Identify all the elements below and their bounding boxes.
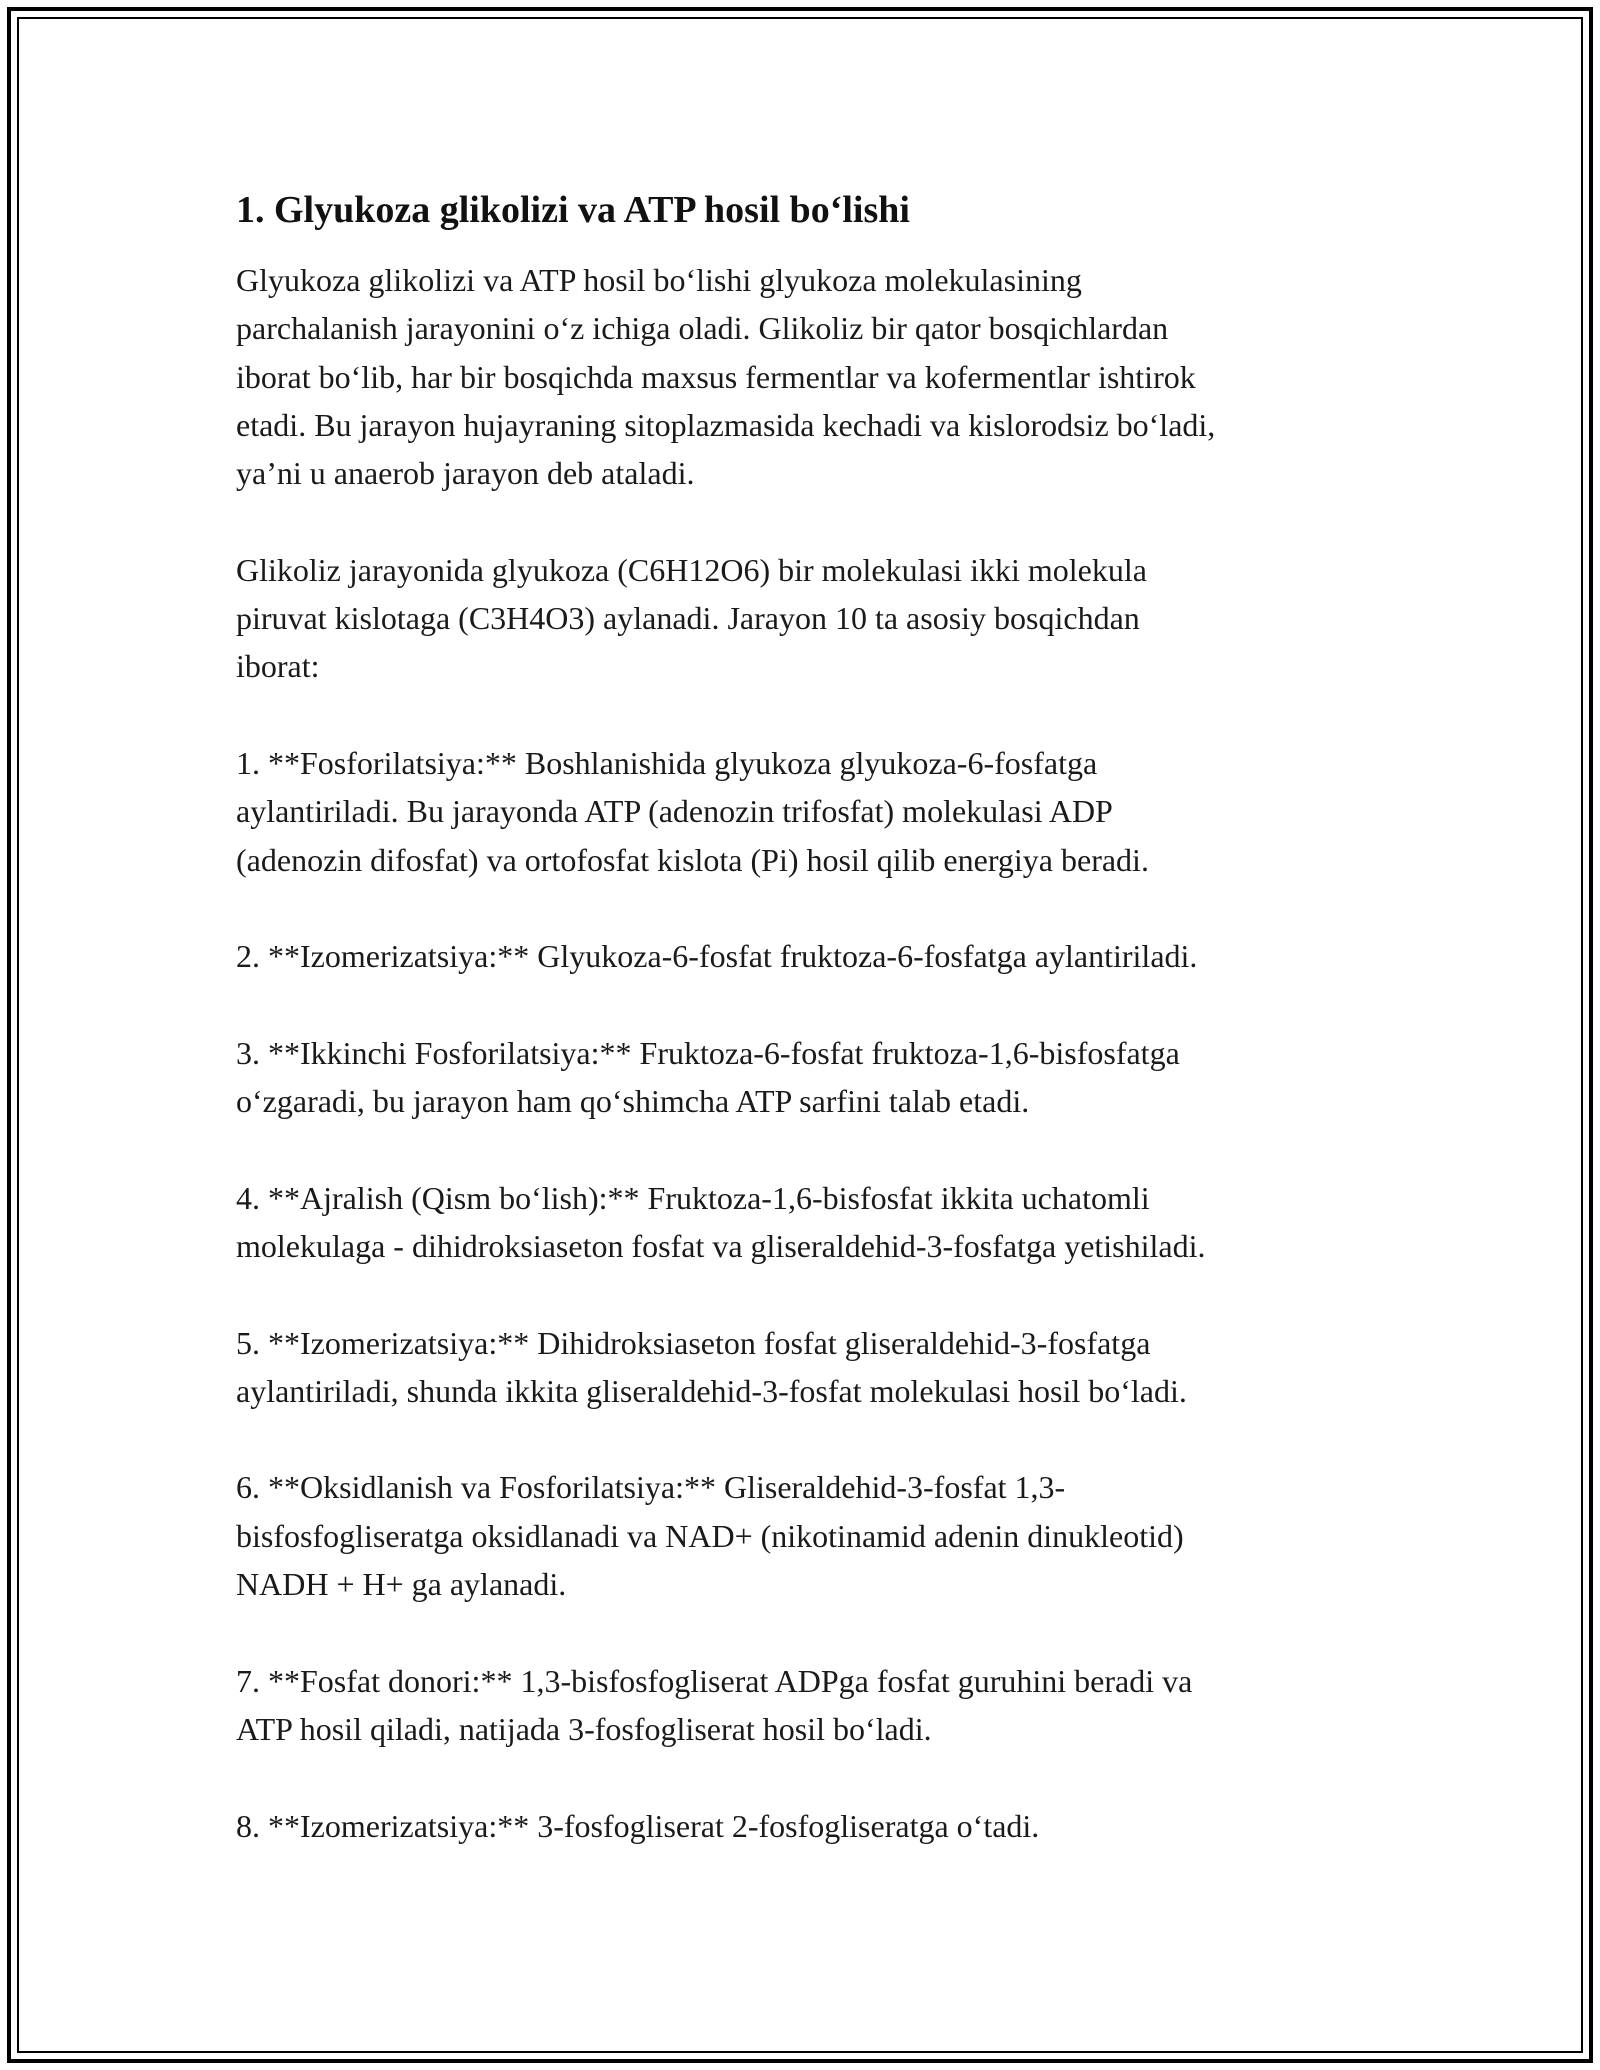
list-item-step-6: 6. **Oksidlanish va Fosforilatsiya:** Gliseraldehid-3-fosfat 1,3- bisfosfogliseratga oksidlanadi va NAD+ (nikotinamid adenin dinukleotid) NADH + H+ ga aylanadi. bbox=[236, 1469, 1184, 1603]
list-item-step-5: 5. **Izomerizatsiya:** Dihidroksiaseton fosfat gliseraldehid-3-fosfatga aylantiriladi, shunda ikkita gliseraldehid-3-fosfat molekulasi hosil bo‘ladi. bbox=[236, 1324, 1187, 1409]
list-item-step-4: 4. **Ajralish (Qism bo‘lish):** Fruktoza-1,6-bisfosfat ikkita uchatomli molekulaga - dihidroksiaseton fosfat va gliseraldehid-3-fosfatga yetishiladi. bbox=[236, 1179, 1206, 1264]
list-item-step-7: 7. **Fosfat donori:** 1,3-bisfosfogliserat ADPga fosfat guruhini beradi va ATP hosil qiladi, natijada 3-fosfogliserat hosil bo‘ladi. bbox=[236, 1662, 1193, 1747]
paragraph-overview: Glikoliz jarayonida glyukoza (C6H12O6) bir molekulasi ikki molekula piruvat kislotaga (C3H4O3) aylanadi. Jarayon 10 ta asosiy bosqichdan iborat: bbox=[236, 551, 1147, 685]
list-item-step-1: 1. **Fosforilatsiya:** Boshlanishida glyukoza glyukoza-6-fosfatga aylantiriladi. Bu jarayonda ATP (adenozin trifosfat) molekulasi ADP (adenozin difosfat) va ortofosfat kislota (Pi) hosil qilib energiya beradi. bbox=[236, 744, 1149, 878]
list-item-step-8: 8. **Izomerizatsiya:** 3-fosfogliserat 2-fosfogliseratga o‘tadi. bbox=[236, 1807, 1040, 1844]
list-item-step-3: 3. **Ikkinchi Fosforilatsiya:** Fruktoza-6-fosfat fruktoza-1,6-bisfosfatga o‘zgaradi, bu jarayon ham qo‘shimcha ATP sarfini talab etadi. bbox=[236, 1034, 1180, 1120]
paragraph-intro: Glyukoza glikolizi va ATP hosil bo‘lishi glyukoza molekulasining parchalanish jarayonini o‘z ichiga oladi. Glikoliz bir qator bosqichlardan iborat bo‘lib, har bir bosqichda maxsus fermentlar va kofermentlar ishtirok etadi. Bu jarayon hujayraning sitoplazmasida kechadi va kislorodsiz bo‘ladi, ya’ni u anaerob jarayon deb ataladi. bbox=[236, 262, 1216, 492]
section-heading: 1. Glyukoza glikolizi va ATP hosil bo‘lishi bbox=[236, 189, 910, 231]
list-item-step-2: 2. **Izomerizatsiya:** Glyukoza-6-fosfat fruktoza-6-fosfatga aylantiriladi. bbox=[236, 938, 1198, 975]
document-body bbox=[236, 186, 1386, 1898]
